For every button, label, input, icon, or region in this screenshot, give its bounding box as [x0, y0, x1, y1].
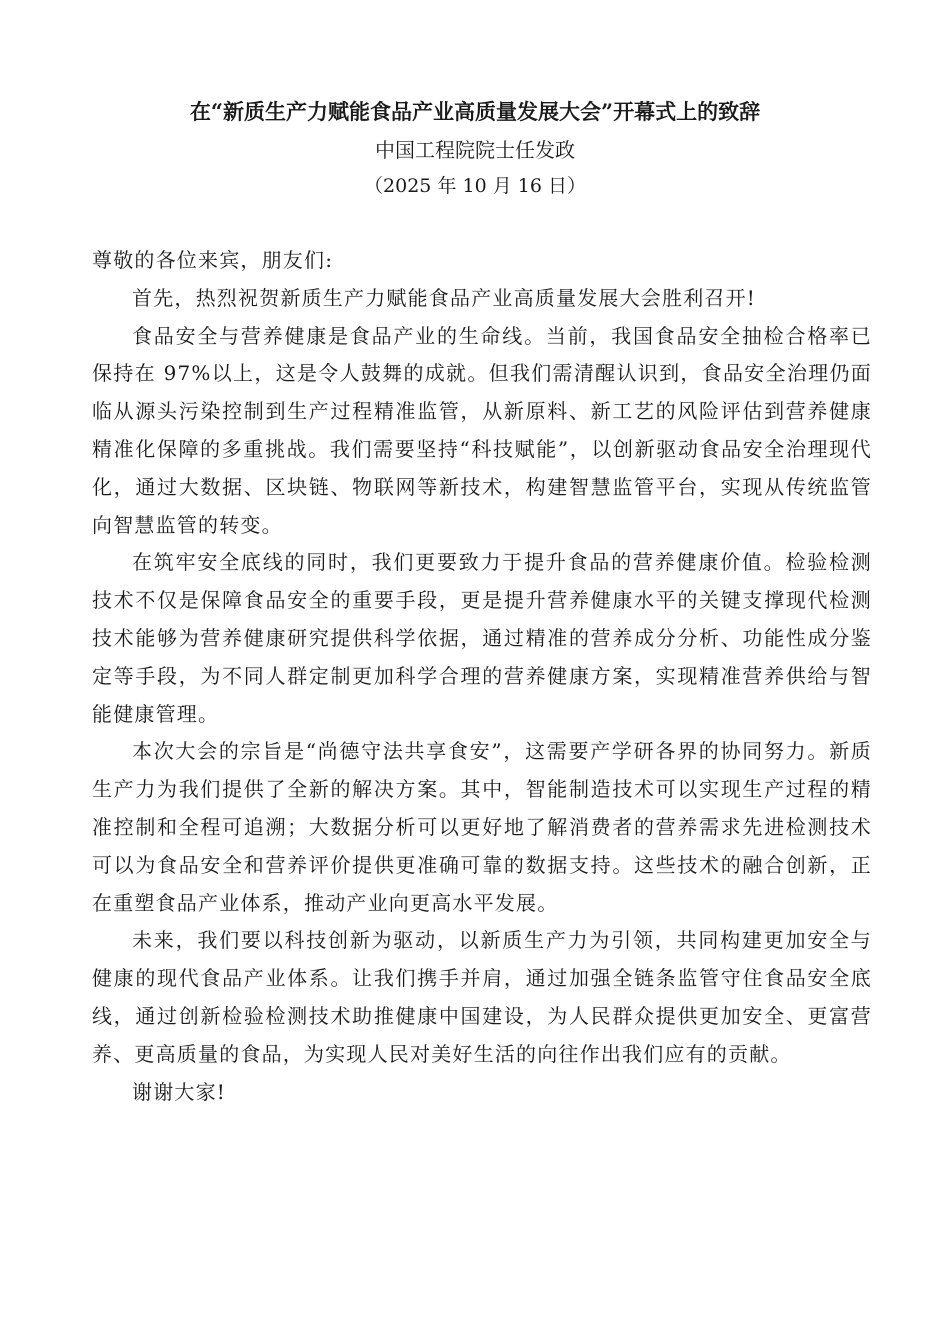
paragraph-conference-purpose: 本次大会的宗旨是“尚德守法共享食安”，这需要产学研各界的协同努力。新质生产力为我们提供了全新的解决方案。其中，智能制造技术可以实现生产过程的精准控制和全程可追溯；大数据分析可以更好地了解消费者的营养需求先进检测技术可以为食品安全和营养评价提供更准确可靠的数据支持。这些技术的融合创新，正在重塑食品产业体系，推动产业向更高水平发展。 [92, 739, 872, 915]
document-date: （2025 年 10 月 16 日） [364, 175, 586, 197]
paragraph-congratulations: 首先，热烈祝贺新质生产力赋能食品产业高质量发展大会胜利召开! [132, 285, 757, 310]
paragraph-food-safety: 食品安全与营养健康是食品产业的生命线。当前，我国食品安全抽检合格率已保持在 97%以上，这是令人鼓舞的成就。但我们需清醒认识到，食品安全治理仍面临从源头污染控制到生产过程精准监管，从新原料、新工艺的风险评估到营养健康精准化保障的多重挑战。我们需要坚持“科技赋能”，以创新驱动食品安全治理现代化，通过大数据、区块链、物联网等新技术，构建智慧监管平台，实现从传统监管向智慧监管的转变。 [92, 323, 872, 537]
paragraph-future: 未来，我们要以科技创新为驱动，以新质生产力为引领，共同构建更加安全与健康的现代食品产业体系。让我们携手并肩，通过加强全链条监管守住食品安全底线，通过创新检验检测技术助推健康中国建设，为人民群众提供更加安全、更富营养、更高质量的食品，为实现人民对美好生活的向往作出我们应有的贡献。 [92, 928, 872, 1066]
paragraph-nutrition-health: 在筑牢安全底线的同时，我们更要致力于提升食品的营养健康价值。检验检测技术不仅是保障食品安全的重要手段，更是提升营养健康水平的关键支撑现代检测技术能够为营养健康研究提供科学依据，通过精准的营养成分分析、功能性成分鉴定等手段，为不同人群定制更加科学合理的营养健康方案，实现精准营养供给与智能健康管理。 [92, 550, 872, 726]
document-title: 在“新质生产力赋能食品产业高质量发展大会”开幕式上的致辞 [189, 99, 761, 124]
speech-body [92, 242, 872, 1111]
paragraph-thanks: 谢谢大家! [132, 1079, 227, 1104]
document-author: 中国工程院院士任发政 [375, 138, 575, 162]
salutation: 尊敬的各位来宾，朋友们: [92, 248, 334, 272]
